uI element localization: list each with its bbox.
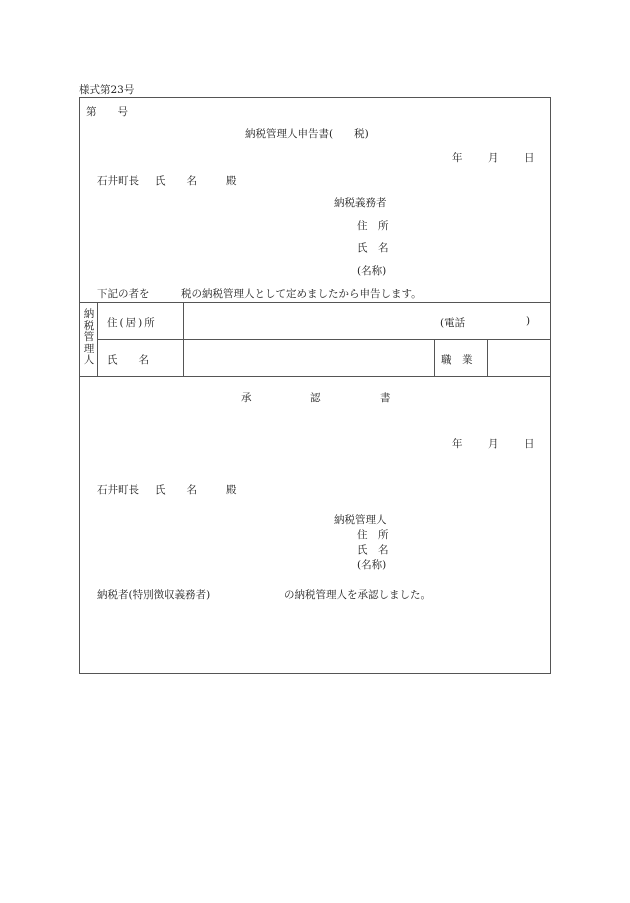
manager-occupation-label: 職 業 bbox=[441, 354, 473, 366]
obligor-address-label: 住 所 bbox=[357, 220, 389, 232]
obligor-label: 納税義務者 bbox=[334, 197, 387, 209]
approval-addressee-honorific: 殿 bbox=[226, 484, 237, 496]
obligor-corp-name-label: (名称) bbox=[357, 265, 387, 277]
date-month: 月 bbox=[488, 152, 499, 164]
approval-manager-address-label: 住 所 bbox=[357, 529, 389, 541]
obligor-name-label: 氏 名 bbox=[357, 242, 389, 254]
addressee-honorific: 殿 bbox=[226, 175, 237, 187]
manager-phone-close: ) bbox=[526, 315, 531, 327]
occupation-label-right-divider bbox=[487, 339, 488, 376]
approval-statement-suffix: の納税管理人を承認しました。 bbox=[284, 589, 431, 601]
approval-title-char-1: 承 bbox=[241, 392, 252, 404]
manager-name-label: 氏 名 bbox=[107, 354, 149, 366]
occupation-label-left-divider bbox=[434, 339, 435, 376]
table-top-rule bbox=[79, 302, 551, 303]
date-year: 年 bbox=[452, 152, 463, 164]
approval-manager-name-label: 氏 名 bbox=[357, 544, 389, 556]
manager-occupation-field bbox=[490, 342, 548, 374]
manager-name-field bbox=[186, 342, 432, 374]
form-number: 様式第23号 bbox=[79, 84, 135, 96]
side-label-divider bbox=[97, 302, 98, 376]
approval-title-char-2: 認 bbox=[310, 392, 321, 404]
number-label: 第 号 bbox=[86, 106, 128, 118]
approval-date-year: 年 bbox=[452, 438, 463, 450]
approval-addressee-office: 石井町長 bbox=[97, 484, 139, 496]
approval-statement-prefix: 納税者(特別徴収義務者) bbox=[97, 589, 211, 601]
approval-date-month: 月 bbox=[488, 438, 499, 450]
manager-address-label: 住(居)所 bbox=[107, 317, 157, 329]
application-title: 納税管理人申告書( 税) bbox=[245, 128, 369, 140]
label-column-divider bbox=[183, 302, 184, 376]
date-day: 日 bbox=[524, 152, 535, 164]
declaration-text: 下記の者を 税の納税管理人として定めましたから申告します。 bbox=[97, 288, 422, 300]
manager-side-label: 納 税 管 理 人 bbox=[83, 308, 95, 366]
approval-manager-corp-name-label: (名称) bbox=[357, 559, 387, 571]
addressee-office: 石井町長 bbox=[97, 175, 139, 187]
table-mid-rule bbox=[97, 339, 551, 340]
approval-manager-label: 納税管理人 bbox=[334, 514, 387, 526]
approval-title-char-3: 書 bbox=[380, 392, 391, 404]
addressee-name-label: 氏 名 bbox=[155, 175, 197, 187]
table-bottom-rule bbox=[79, 376, 551, 377]
manager-phone-open: (電話 bbox=[440, 317, 466, 329]
approval-date-day: 日 bbox=[524, 438, 535, 450]
manager-address-field bbox=[186, 308, 432, 336]
approval-addressee-name-label: 氏 名 bbox=[155, 484, 197, 496]
